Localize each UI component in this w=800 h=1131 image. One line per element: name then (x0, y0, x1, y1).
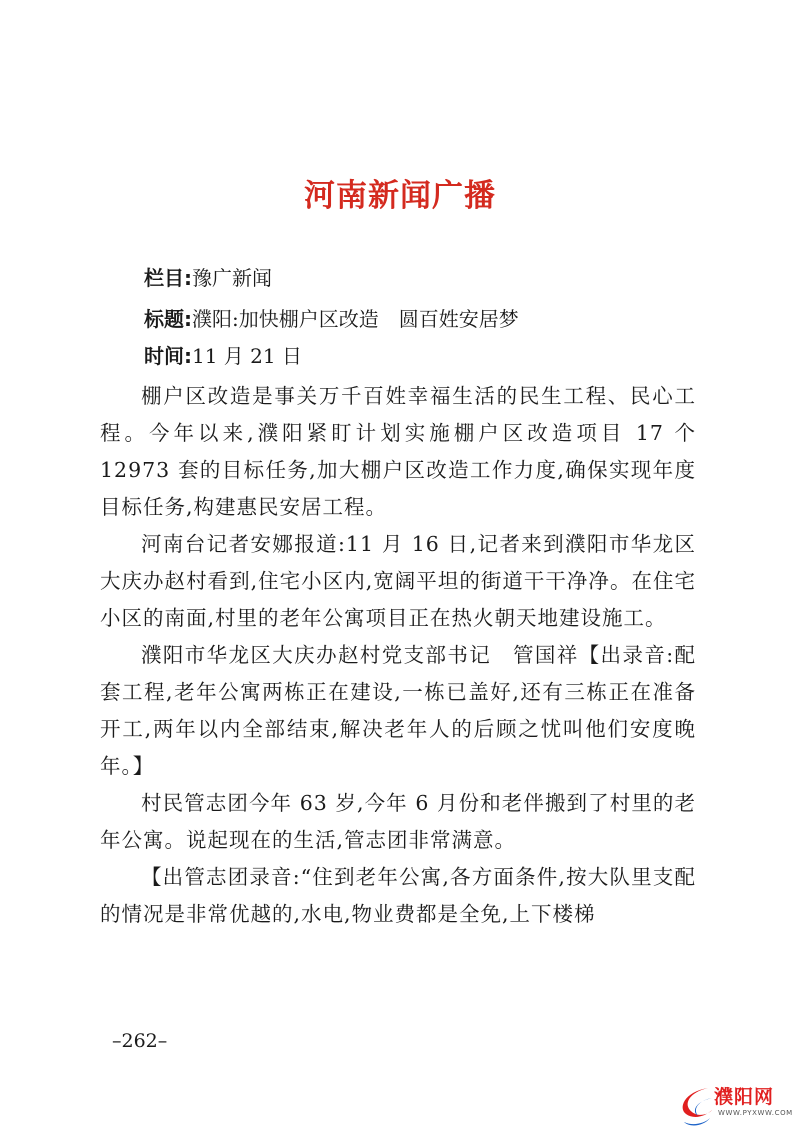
watermark-logo (678, 1082, 798, 1128)
article-body (100, 378, 696, 933)
swirl-logo-icon (678, 1082, 718, 1128)
paragraph: 村民管志团今年 63 岁,今年 6 月份和老伴搬到了村里的老年公寓。说起现在的生活,管志团非常满意。 (100, 791, 696, 852)
watermark-url: WWW.PYXWW.COM (718, 1109, 793, 1117)
page-title: 河南新闻广播 (304, 178, 496, 214)
headline-value: 濮阳:加快棚户区改造 圆百姓安居梦 (192, 307, 519, 331)
paragraph: 河南台记者安娜报道:11 月 16 日,记者来到濮阳市华龙区大庆办赵村看到,住宅小区内,宽阔平坦的街道干干净净。在住宅小区的南面,村里的老年公寓项目正在热火朝天地建设施工。 (100, 532, 696, 630)
time-label: 时间: (144, 344, 192, 368)
headline-label: 标题: (144, 307, 192, 331)
paragraph: 棚户区改造是事关万千百姓幸福生活的民生工程、民心工程。今年以来,濮阳紧盯计划实施棚户区改造项目 17 个 12973 套的目标任务,加大棚户区改造工作力度,确保实现年度目标任务,构建惠民安居工程。 (100, 384, 696, 519)
column-value: 豫广新闻 (192, 266, 272, 290)
page-number: –262– (112, 1030, 168, 1052)
watermark-name: 濮阳网 (714, 1086, 775, 1108)
paragraph: 【出管志团录音:“住到老年公寓,各方面条件,按大队里支配的情况是非常优越的,水电,物业费都是全免,上下楼梯 (100, 865, 696, 926)
column-label: 栏目: (144, 266, 192, 290)
paragraph: 濮阳市华龙区大庆办赵村党支部书记 管国祥【出录音:配套工程,老年公寓两栋正在建设,一栋已盖好,还有三栋正在准备开工,两年以内全部结束,解决老年人的后顾之忧叫他们安度晚年。】 (100, 643, 696, 778)
meta-time (144, 342, 302, 370)
time-value: 11 月 21 日 (192, 344, 302, 368)
meta-headline (144, 305, 519, 333)
meta-column (144, 264, 272, 292)
